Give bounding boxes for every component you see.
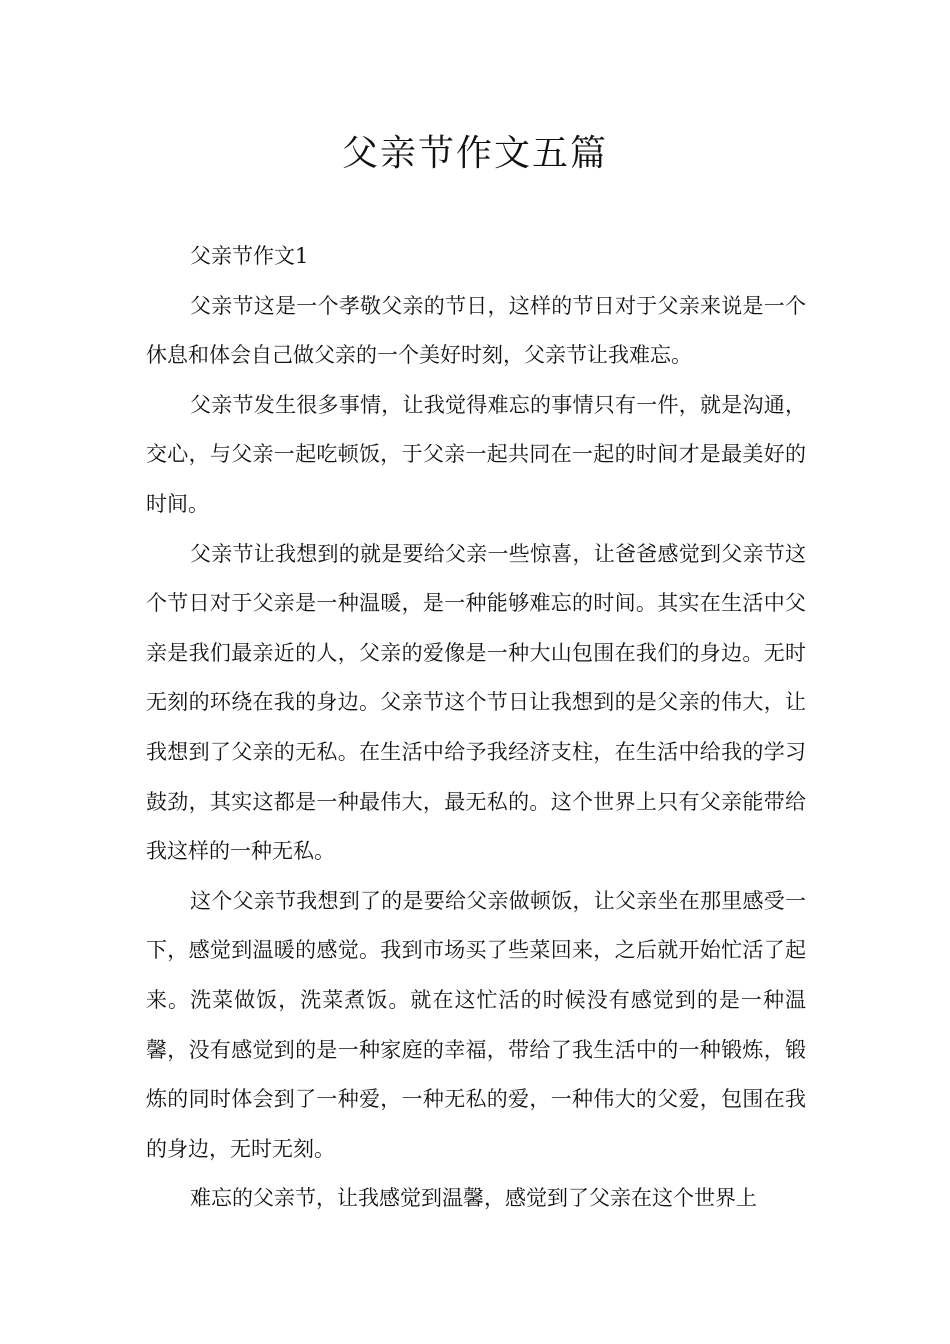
paragraph-5: 难忘的父亲节，让我感觉到温馨，感觉到了父亲在这个世界上	[190, 1186, 757, 1211]
paragraph-2: 父亲节发生很多事情，让我觉得难忘的事情只有一件，就是沟通，交心，与父亲一起吃顿饭，于父亲一起共同在一起的时间才是最美好的时间。	[146, 392, 806, 516]
section-heading: 父亲节作文1	[190, 244, 309, 268]
document-title: 父亲节作文五篇	[341, 133, 608, 174]
paragraph-3: 父亲节让我想到的就是要给父亲一些惊喜，让爸爸感觉到父亲节这个节日对于父亲是一种温暖，是一种能够难忘的时间。其实在生活中父亲是我们最亲近的人，父亲的爱像是一种大山包围在我们的身边。无时无刻的环绕在我的身边。父亲节这个节日让我想到的是父亲的伟大，让我想到了父亲的无私。在生活中给予我经济支柱，在生活中给我的学习鼓劲，其实这都是一种最伟大，最无私的。这个世界上只有父亲能带给我这样的一种无私。	[146, 541, 806, 864]
paragraph-1: 父亲节这是一个孝敬父亲的节日，这样的节日对于父亲来说是一个休息和体会自己做父亲的一个美好时刻，父亲节让我难忘。	[146, 293, 806, 368]
document-body	[146, 232, 806, 1224]
paragraph-4: 这个父亲节我想到了的是要给父亲做顿饭，让父亲坐在那里感受一下，感觉到温暖的感觉。我到市场买了些菜回来，之后就开始忙活了起来。洗菜做饭，洗菜煮饭。就在这忙活的时候没有感觉到的是一种温馨，没有感觉到的是一种家庭的幸福，带给了我生活中的一种锻炼，锻炼的同时体会到了一种爱，一种无私的爱，一种伟大的父爱，包围在我的身边，无时无刻。	[146, 888, 806, 1161]
